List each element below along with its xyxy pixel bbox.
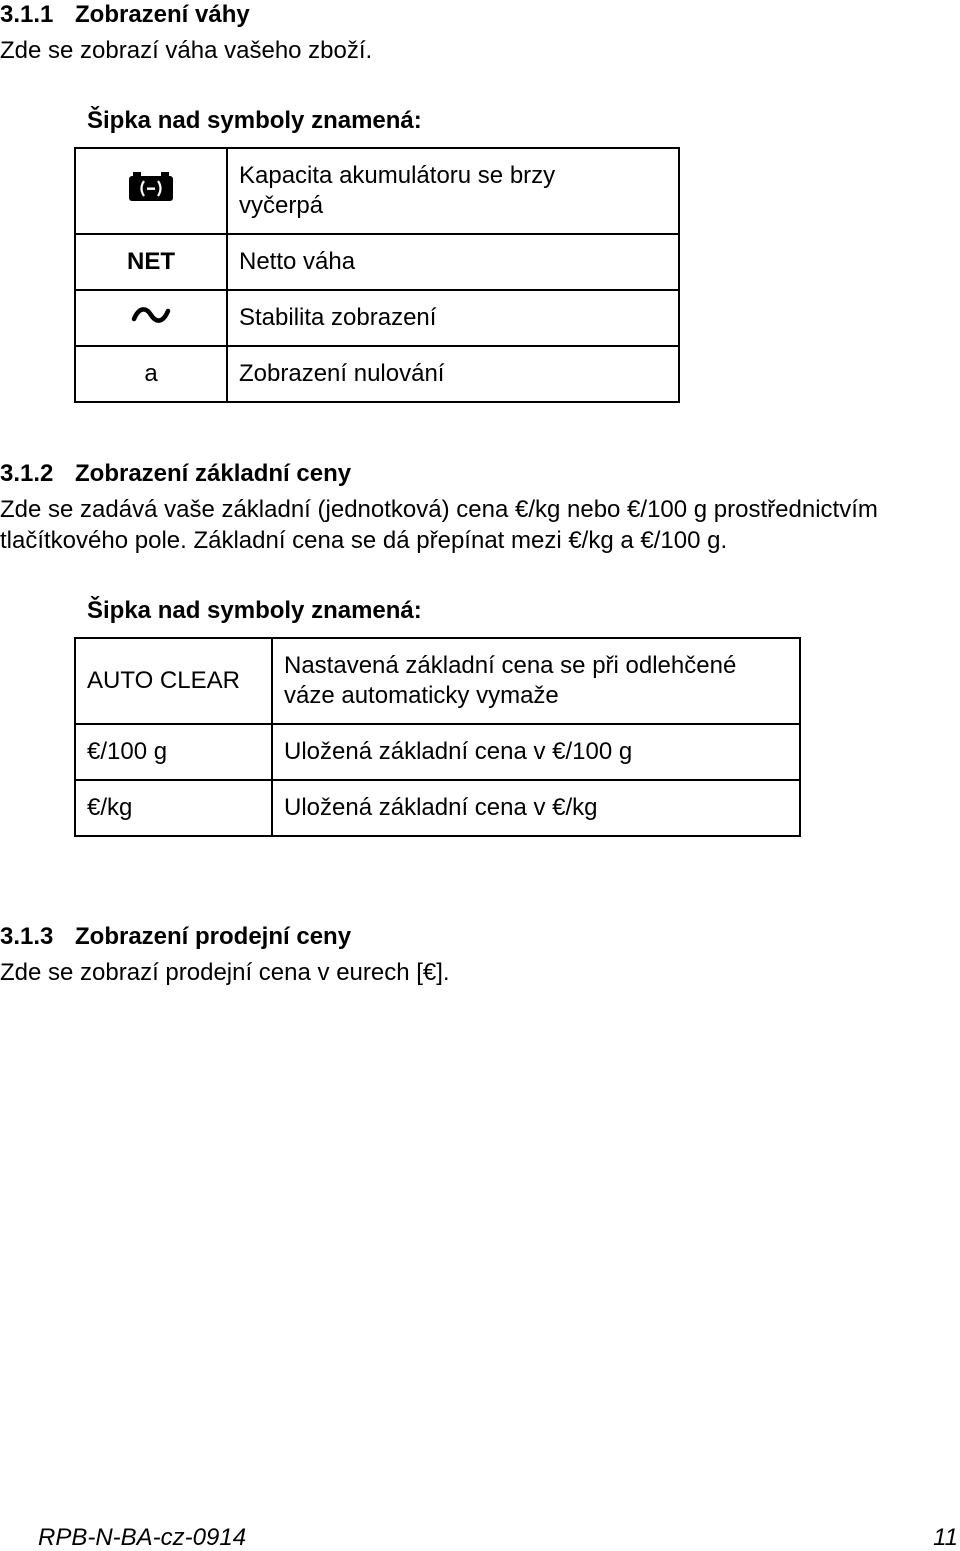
table-caption: Šipka nad symboly znamená: — [87, 597, 422, 624]
symbol-table-weight — [74, 147, 680, 403]
tilde-stability-icon — [131, 305, 171, 325]
description-line: Kapacita akumulátoru se brzy — [239, 162, 556, 189]
description-cell: Stabilita zobrazení — [227, 290, 679, 346]
description-cell: Netto váha — [227, 234, 679, 290]
section-number: 3.1.2 — [0, 460, 54, 487]
description-cell — [227, 148, 679, 234]
table-row — [75, 290, 679, 346]
section-title: Zobrazení váhy — [75, 1, 250, 28]
table-caption: Šipka nad symboly znamená: — [87, 107, 422, 134]
table-row — [75, 724, 800, 780]
description-cell — [272, 638, 800, 724]
section-body: Zde se zobrazí váha vašeho zboží. — [0, 37, 373, 64]
table-row — [75, 346, 679, 402]
symbol-cell: a — [75, 346, 227, 402]
footer-doc-code: RPB-N-BA-cz-0914 — [38, 1524, 247, 1551]
battery-low-icon — [128, 172, 174, 202]
symbol-cell: NET — [75, 234, 227, 290]
section-heading-3-1-3 — [0, 925, 351, 949]
section-number: 3.1.3 — [0, 923, 54, 950]
symbol-cell — [75, 148, 227, 234]
table-row — [75, 148, 679, 234]
table-row — [75, 780, 800, 836]
section-heading-3-1-1 — [0, 3, 250, 27]
section-title: Zobrazení základní ceny — [75, 460, 352, 487]
description-cell: Zobrazení nulování — [227, 346, 679, 402]
table-row — [75, 234, 679, 290]
footer-page-number: 11 — [933, 1524, 958, 1551]
symbol-table-price — [74, 637, 801, 837]
description-line: Nastavená základní cena se při odlehčené — [284, 652, 737, 679]
section-body-line: Zde se zadává vaše základní (jednotková) cena €/kg nebo €/100 g prostřednictvím — [0, 496, 878, 523]
description-cell: Uložená základní cena v €/100 g — [272, 724, 800, 780]
symbol-cell: €/kg — [75, 780, 272, 836]
description-cell: Uložená základní cena v €/kg — [272, 780, 800, 836]
section-body: Zde se zobrazí prodejní cena v eurech [€]. — [0, 959, 450, 986]
description-line: vyčerpá — [239, 192, 324, 219]
table-row — [75, 638, 800, 724]
description-line: váze automaticky vymaže — [284, 682, 559, 709]
section-number: 3.1.1 — [0, 1, 54, 28]
symbol-cell: AUTO CLEAR — [75, 638, 272, 724]
symbol-cell — [75, 290, 227, 346]
section-body-line: tlačítkového pole. Základní cena se dá přepínat mezi €/kg a €/100 g. — [0, 527, 728, 554]
symbol-cell: €/100 g — [75, 724, 272, 780]
section-title: Zobrazení prodejní ceny — [75, 923, 352, 950]
section-heading-3-1-2 — [0, 462, 351, 486]
